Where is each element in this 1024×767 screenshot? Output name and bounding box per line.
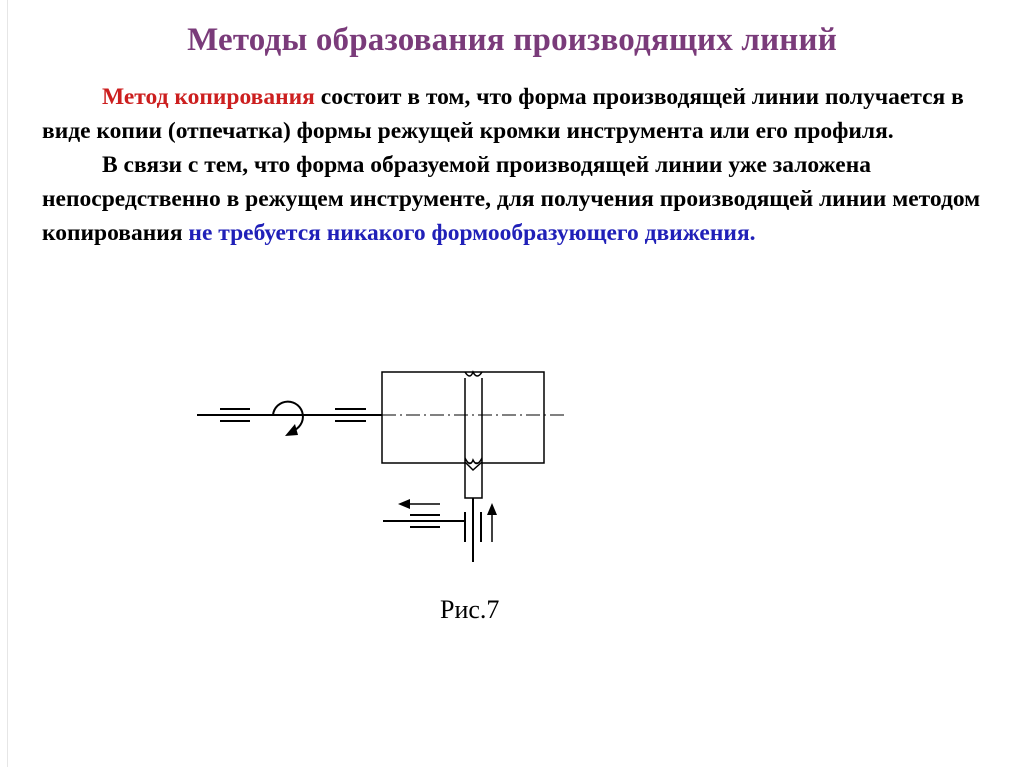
- paragraph2-text: В связи с тем, что форма образуемой производящей линии уже заложена непосредственно в режущем инструменте, для получения производящей линии методом копирования: [42, 152, 981, 246]
- arrow-left-icon: [398, 499, 440, 509]
- term-no-motion: не требуется никакого формообразующего движения.: [188, 220, 756, 246]
- workpiece: [382, 372, 544, 463]
- slide-title: Методы образования производящих линий: [187, 22, 837, 58]
- figure-caption: Рис.7: [440, 595, 500, 624]
- arrow-up-icon: [487, 503, 497, 542]
- term-copy-method: Метод копирования: [102, 84, 315, 110]
- rotation-arrow-icon: [273, 402, 303, 436]
- paragraph1-text: состоит в том, что форма производящей линии получается в виде копии (отпечатка) формы режущей кромки инструмента или его профиля.: [42, 84, 964, 144]
